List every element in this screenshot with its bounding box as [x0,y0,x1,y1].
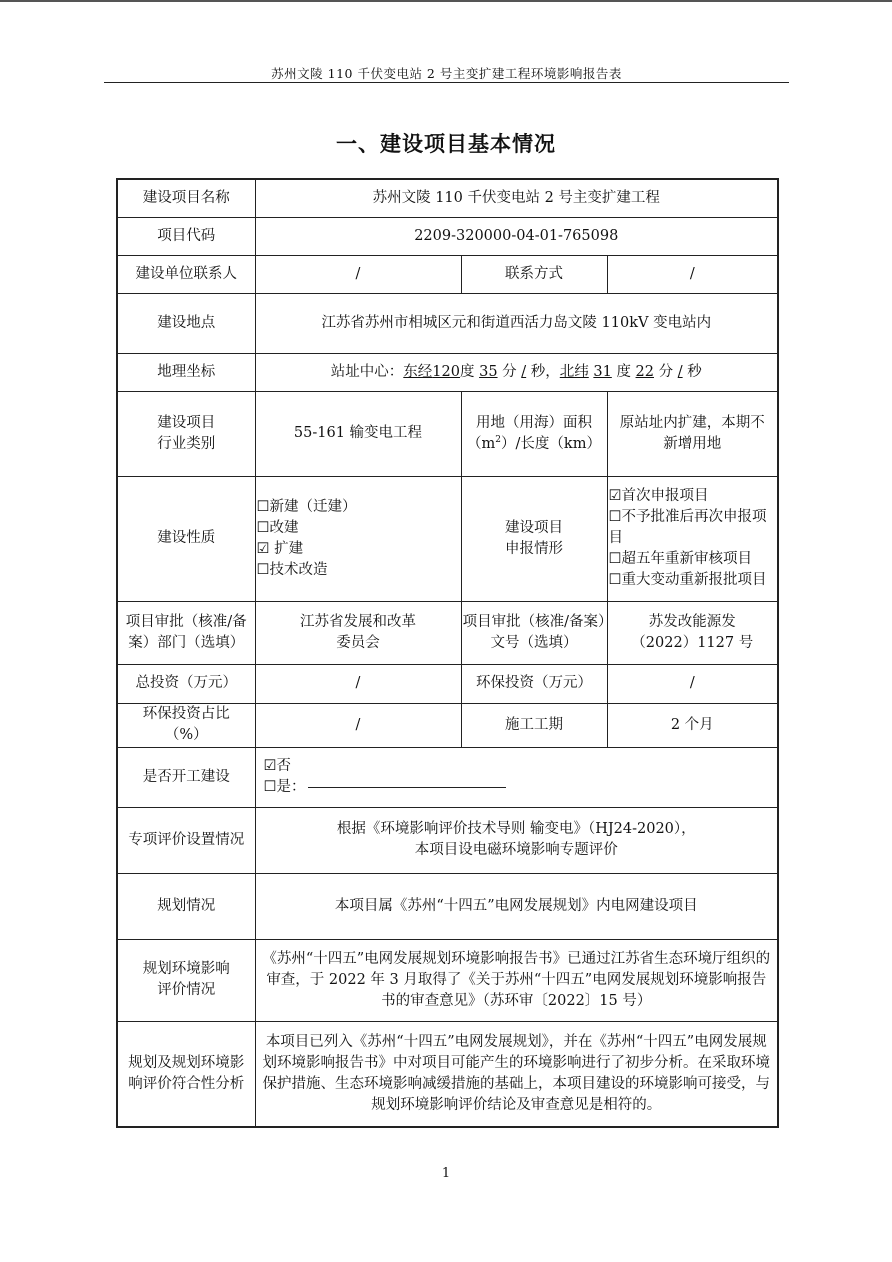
option-started-yes: ☐是： [263,779,306,795]
label-land-area-line1: 用地（用海）面积 [476,414,592,431]
label-coordinates: 地理坐标 [117,353,255,391]
value-total-investment: / [255,664,461,703]
label-construction-period: 施工工期 [461,703,607,747]
header-divider [104,82,789,83]
label-plan-eia-line2: 评价情况 [157,982,216,998]
label-conformity: 规划及规划环境影响评价符合性分析 [117,1021,255,1127]
label-project-code: 项目代码 [117,217,255,255]
label-industry [117,391,255,476]
option-started-yes-row [264,777,770,798]
value-started [255,747,778,807]
lat-min: 22 [635,363,654,380]
declaration-options [607,476,778,601]
value-plan-eia: 《苏州“十四五”电网发展规划环境影响报告书》已通过江苏省生态环境厅组织的审查，于 2022 年 3 月取得了《关于苏州“十四五”电网发展规划环境影响报告书的审查意见》（苏环审〔2022〕15 号） [255,939,778,1021]
blank-line [308,787,506,788]
sec-unit: 秒， [530,363,560,380]
label-plan-eia-line1: 规划环境影响 [142,961,230,977]
lat-sec: / [677,363,683,380]
lat-deg: 31 [593,363,612,380]
value-conformity: 本项目已列入《苏州“十四五”电网发展规划》，并在《苏州“十四五”电网发展规划环境影响报告书》中对项目可能产生的环境影响进行了初步分析。在采取环境保护措施、生态环境影响减缓措施的基础上，本项目建设的环境影响可接受，与规划环境影响评价结论及审查意见是相符的。 [255,1021,778,1127]
label-nature: 建设性质 [117,476,255,601]
label-declaration [461,476,607,601]
option-rebuild: ☐改建 [256,519,299,536]
value-special-line1: 根据《环境影响评价技术导则 输变电》（HJ24-2020）， [336,821,696,837]
label-env-investment: 环保投资（万元） [461,664,607,703]
value-land-area [607,391,778,476]
lat-label: 北纬 [559,363,589,380]
value-approval-dept-line2: 委员会 [336,634,380,651]
label-industry-line1: 建设项目 [157,414,216,431]
option-five-years: ☐超五年重新审核项目 [608,551,752,567]
row-contact [117,255,778,293]
row-project-name [117,179,778,217]
row-env-ratio [117,703,778,747]
label-industry-line2: 行业类别 [157,435,216,452]
option-resubmit: ☐不予批准后再次申报项目 [608,509,767,546]
row-planning [117,873,778,939]
coord-prefix: 站址中心： [330,363,404,380]
page-number: 1 [441,1166,451,1181]
min-unit: 分 [502,363,517,380]
value-land-area-line2: 新增用地 [663,435,722,452]
label-land-area-line2 [466,434,603,455]
label-land-area [461,391,607,476]
value-env-ratio: / [255,703,461,747]
nature-options [255,476,461,601]
label-env-ratio [117,703,255,747]
option-started-no: ☑否 [263,758,291,774]
label-approval-dept: 项目审批（核准/备案）部门（选填） [117,601,255,664]
value-approval-no-line1: 苏发改能源发 [648,613,736,630]
land-area-unit-a: （m [467,435,496,452]
row-location [117,293,778,353]
lon-label: 东经 [403,363,433,380]
lat-deg-unit: 度 [616,363,631,380]
option-expand: ☑ 扩建 [256,540,304,557]
value-special [255,807,778,873]
lon-deg: 120 [432,363,460,380]
row-approval [117,601,778,664]
value-project-code: 2209-320000-04-01-765098 [255,217,778,255]
section-title: 一、建设项目基本情况 [336,132,556,156]
value-approval-dept-line1: 江苏省发展和改革 [300,613,416,630]
label-total-investment: 总投资（万元） [117,664,255,703]
row-investment [117,664,778,703]
lon-min: 35 [479,363,498,380]
label-approval-no: 项目审批（核准/备案）文号（选填） [461,601,607,664]
option-major-change: ☐重大变动重新报批项目 [608,572,767,588]
label-declaration-line2: 申报情形 [505,540,563,557]
row-project-code [117,217,778,255]
row-plan-eia [117,939,778,1021]
value-coordinates [255,353,778,391]
value-approval-dept [255,601,461,664]
value-project-name: 苏州文陵 110 千伏变电站 2 号主变扩建工程 [255,179,778,217]
value-construction-period: 2 个月 [607,703,778,747]
row-nature [117,476,778,601]
page-header: 苏州文陵 110 千伏变电站 2 号主变扩建工程环境影响报告表 [271,66,622,81]
option-first: ☑首次申报项目 [608,488,709,504]
label-plan-eia [117,939,255,1021]
label-location: 建设地点 [117,293,255,353]
row-started [117,747,778,807]
value-location: 江苏省苏州市相城区元和街道西活力岛文陵 110kV 变电站内 [255,293,778,353]
value-industry: 55-161 输变电工程 [255,391,461,476]
value-special-line2: 本项目设电磁环境影响专题评价 [414,842,618,858]
label-contact-method: 联系方式 [461,255,607,293]
label-planning: 规划情况 [117,873,255,939]
value-contact-method: / [607,255,778,293]
project-info-table [116,178,779,1128]
lat-sec-unit: 秒 [687,363,702,380]
label-contact-person: 建设单位联系人 [117,255,255,293]
value-approval-no-line2: （2022）1127 号 [631,634,754,651]
option-tech: ☐技术改造 [256,561,328,578]
label-env-ratio-line1: 环保投资占比 [142,706,230,722]
value-env-investment: / [607,664,778,703]
deg-unit: 度 [459,363,475,380]
top-border [0,0,892,2]
label-project-name: 建设项目名称 [117,179,255,217]
lon-sec: / [521,363,527,380]
lat-min-unit: 分 [658,363,674,380]
land-area-unit-b: ）/长度（km） [501,435,601,452]
value-contact-person: / [255,255,461,293]
row-coordinates [117,353,778,391]
label-special: 专项评价设置情况 [117,807,255,873]
value-approval-no [607,601,778,664]
label-env-ratio-line2: （%） [164,727,208,743]
value-planning: 本项目属《苏州“十四五”电网发展规划》内电网建设项目 [255,873,778,939]
row-conformity [117,1021,778,1127]
label-declaration-line1: 建设项目 [505,519,563,536]
land-area-sup: 2 [495,434,502,445]
row-special [117,807,778,873]
row-industry [117,391,778,476]
option-new: ☐新建（迁建） [256,498,357,515]
value-land-area-line1: 原站址内扩建，本期不 [619,414,765,431]
label-started: 是否开工建设 [117,747,255,807]
